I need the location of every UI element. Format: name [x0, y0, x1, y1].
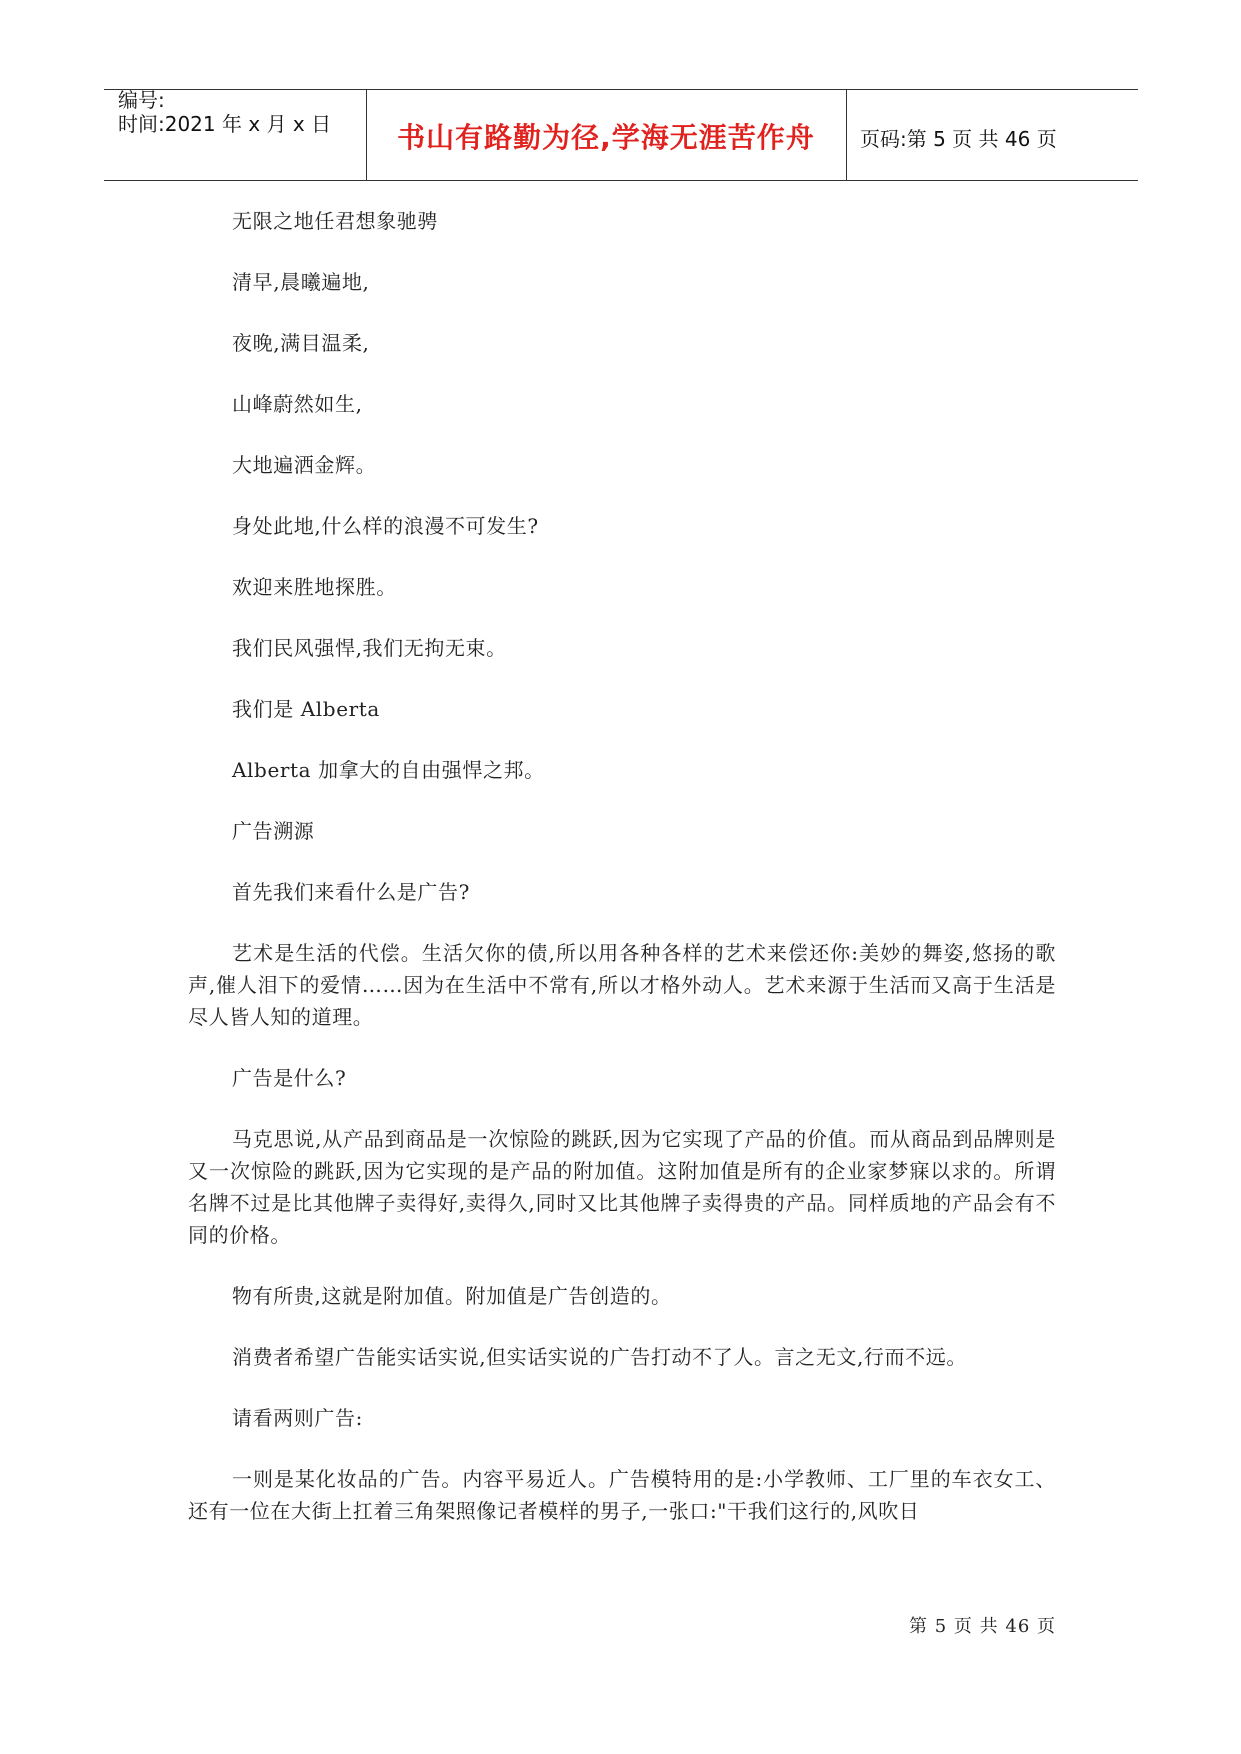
header-page-cell: [846, 90, 1138, 180]
document-body: [188, 205, 1056, 1556]
body-paragraph: 山峰蔚然如生,: [232, 392, 363, 416]
body-paragraph: 我们是 Alberta: [232, 697, 380, 721]
page-header: [104, 89, 1138, 181]
body-paragraph: 大地遍洒金辉。: [232, 453, 377, 477]
body-paragraph: 夜晚,满目温柔,: [232, 331, 370, 355]
body-paragraph: 艺术是生活的代偿。生活欠你的债,所以用各种各样的艺术来偿还你:美妙的舞姿,悠扬的歌声,催人泪下的爱情……因为在生活中不常有,所以才格外动人。艺术来源于生活而又高于生活是尽人皆人知的道理。: [188, 941, 1056, 1029]
body-paragraph: 马克思说,从产品到商品是一次惊险的跳跃,因为它实现了产品的价值。而从商品到品牌则是又一次惊险的跳跃,因为它实现的是产品的附加值。这附加值是所有的企业家梦寐以求的。所谓名牌不过是比其他牌子卖得好,卖得久,同时又比其他牌子卖得贵的产品。同样质地的产品会有不同的价格。: [188, 1127, 1056, 1247]
body-paragraph: 无限之地任君想象驰骋: [232, 209, 438, 233]
body-paragraph: 欢迎来胜地探胜。: [232, 575, 397, 599]
body-paragraph: 消费者希望广告能实话实说,但实话实说的广告打动不了人。言之无文,行而不远。: [232, 1345, 967, 1369]
section-heading: 广告溯源: [232, 819, 315, 843]
page-footer-number: 第 5 页 共 46 页: [909, 1616, 1056, 1637]
header-page-number: 页码:第 5 页 共 46 页: [860, 127, 1057, 151]
document-number-label: 编号:: [118, 88, 165, 112]
body-paragraph: 一则是某化妆品的广告。内容平易近人。广告模特用的是:小学教师、工厂里的车衣女工、还有一位在大街上扛着三角架照像记者模样的男子,一张口:"干我们这行的,风吹日: [188, 1467, 1056, 1523]
body-paragraph: Alberta 加拿大的自由强悍之邦。: [232, 758, 545, 782]
body-paragraph: 清早,晨曦遍地,: [232, 270, 370, 294]
body-paragraph: 请看两则广告:: [232, 1406, 363, 1430]
header-motto-cell: [366, 90, 847, 180]
header-motto: 书山有路勤为径,学海无涯苦作舟: [397, 121, 815, 154]
body-paragraph: 我们民风强悍,我们无拘无束。: [232, 636, 507, 660]
body-paragraph: 物有所贵,这就是附加值。附加值是广告创造的。: [232, 1284, 672, 1308]
body-paragraph: 首先我们来看什么是广告?: [232, 880, 470, 904]
body-paragraph: 身处此地,什么样的浪漫不可发生?: [232, 514, 539, 538]
header-info-cell: [104, 90, 367, 180]
body-paragraph: 广告是什么?: [232, 1066, 347, 1090]
document-time-label: 时间:2021 年 x 月 x 日: [118, 112, 332, 136]
